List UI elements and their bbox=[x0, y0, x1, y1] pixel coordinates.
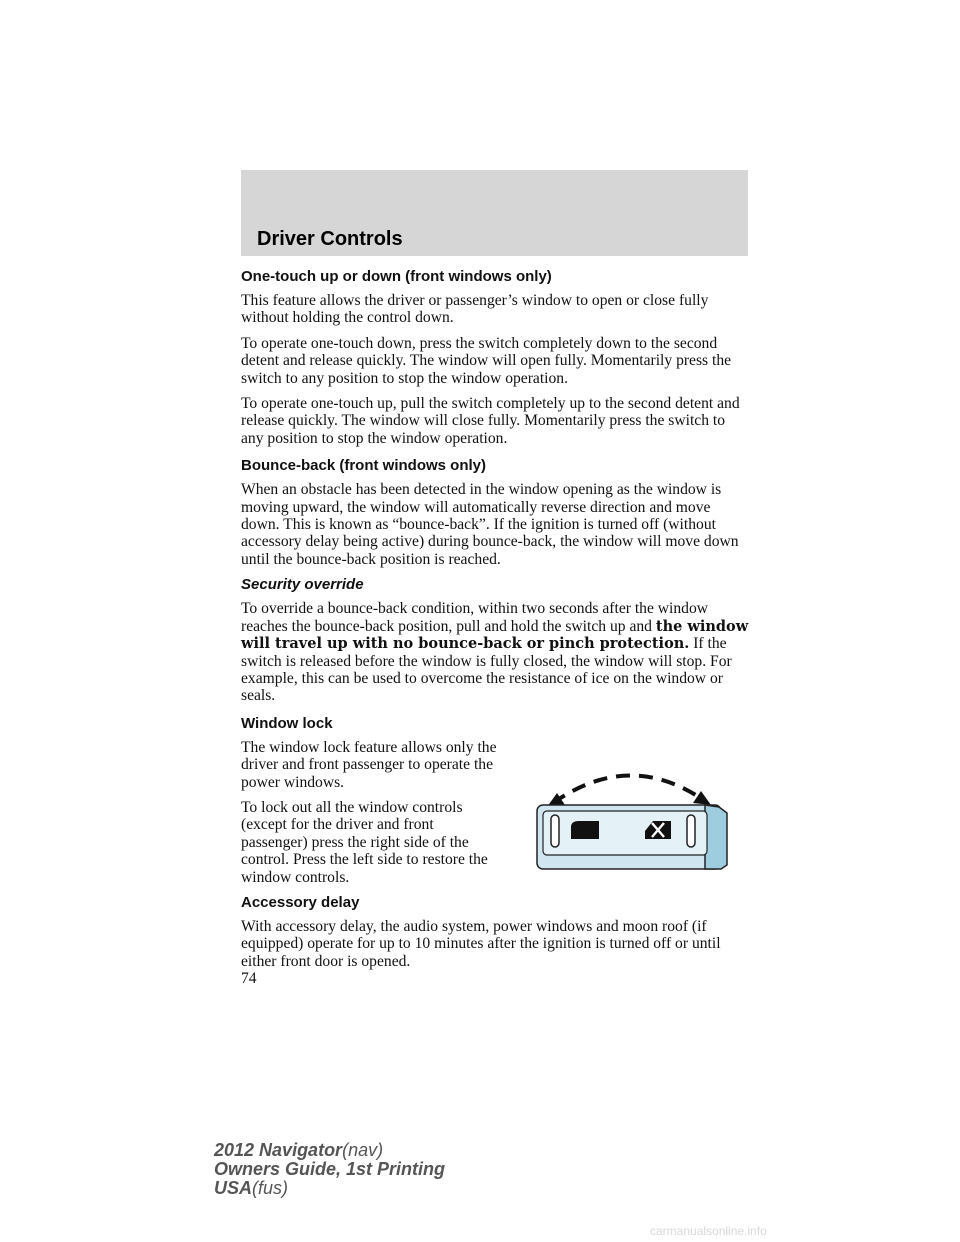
footer-printing: Owners Guide, 1st Printing bbox=[214, 1159, 446, 1179]
paragraph: The window lock feature allows only the driver and front passenger to operate the power windows. bbox=[241, 738, 497, 791]
right-end-slot-icon bbox=[687, 815, 695, 847]
window-lock-switch-illustration bbox=[535, 761, 735, 871]
window-lock-text bbox=[241, 739, 503, 894]
heading-bounce-back: Bounce-back (front windows only) bbox=[241, 457, 487, 475]
paragraph: When an obstacle has been detected in the window opening as the window is moving upward, the window will automatically reverse direction and move down. This is known as “bounce-back”. If the ignition is turned off (without accessory delay being active) during bounce-back, the window will move down until the bounce-back position is reached. bbox=[241, 481, 739, 568]
switch-face bbox=[543, 811, 707, 855]
paragraph: To operate one-touch up, pull the switch completely up to the second detent and release quickly. The window will close fully. Momentarily press the switch to any position to stop the window operation. bbox=[241, 395, 740, 447]
text-span: To override a bounce-back condition, within two seconds after the window reaches the bounce-back position, pull and hold the switch up and bbox=[241, 600, 709, 635]
footer-market: USA bbox=[214, 1178, 253, 1198]
footer-model-code: (nav) bbox=[342, 1140, 384, 1160]
switch-side-face bbox=[705, 805, 727, 869]
window-unlocked-icon bbox=[571, 821, 599, 839]
document-footer bbox=[214, 1141, 445, 1198]
page-title: Driver Controls bbox=[257, 228, 403, 250]
footer-line-1 bbox=[214, 1141, 445, 1160]
footer-model: 2012 Navigator bbox=[214, 1140, 343, 1160]
left-end-slot-icon bbox=[551, 815, 559, 847]
paragraph: With accessory delay, the audio system, power windows and moon roof (if equipped) operate for up to 10 minutes after the ignition is turned off or until either front door is opened. bbox=[241, 917, 721, 970]
footer-market-code: (fus) bbox=[252, 1178, 289, 1198]
heading-accessory-delay: Accessory delay bbox=[241, 893, 360, 911]
paragraph-security-override bbox=[241, 600, 751, 704]
bold-warning-text: the window will travel up with no bounce-back or pinch protection. bbox=[241, 617, 749, 653]
arc-arrow-icon bbox=[553, 775, 705, 803]
footer-line-2 bbox=[214, 1160, 445, 1179]
heading-one-touch: One-touch up or down (front windows only) bbox=[241, 268, 552, 285]
watermark: carmanualsonline.info bbox=[650, 1224, 767, 1238]
paragraph: To lock out all the window controls (except for the driver and front passenger) press the right side of the control. Press the left side to restore the window controls. bbox=[241, 798, 488, 886]
text-span: If the switch is released before the window is fully closed, the window will stop. For example, this can be used to overcome the resistance of ice on the window or seals. bbox=[241, 635, 732, 705]
paragraph: To operate one-touch down, press the switch completely down to the second detent and release quickly. The window will open fully. Momentarily press the switch to any position to stop the window operation. bbox=[241, 334, 732, 387]
heading-security-override: Security override bbox=[241, 576, 364, 594]
paragraph: This feature allows the driver or passenger’s window to open or close fully without holding the control down. bbox=[241, 292, 709, 327]
heading-window-lock: Window lock bbox=[241, 714, 333, 732]
window-lock-row bbox=[241, 739, 751, 894]
page-number: 74 bbox=[241, 970, 257, 987]
main-content bbox=[241, 268, 751, 978]
footer-line-3 bbox=[214, 1179, 445, 1198]
